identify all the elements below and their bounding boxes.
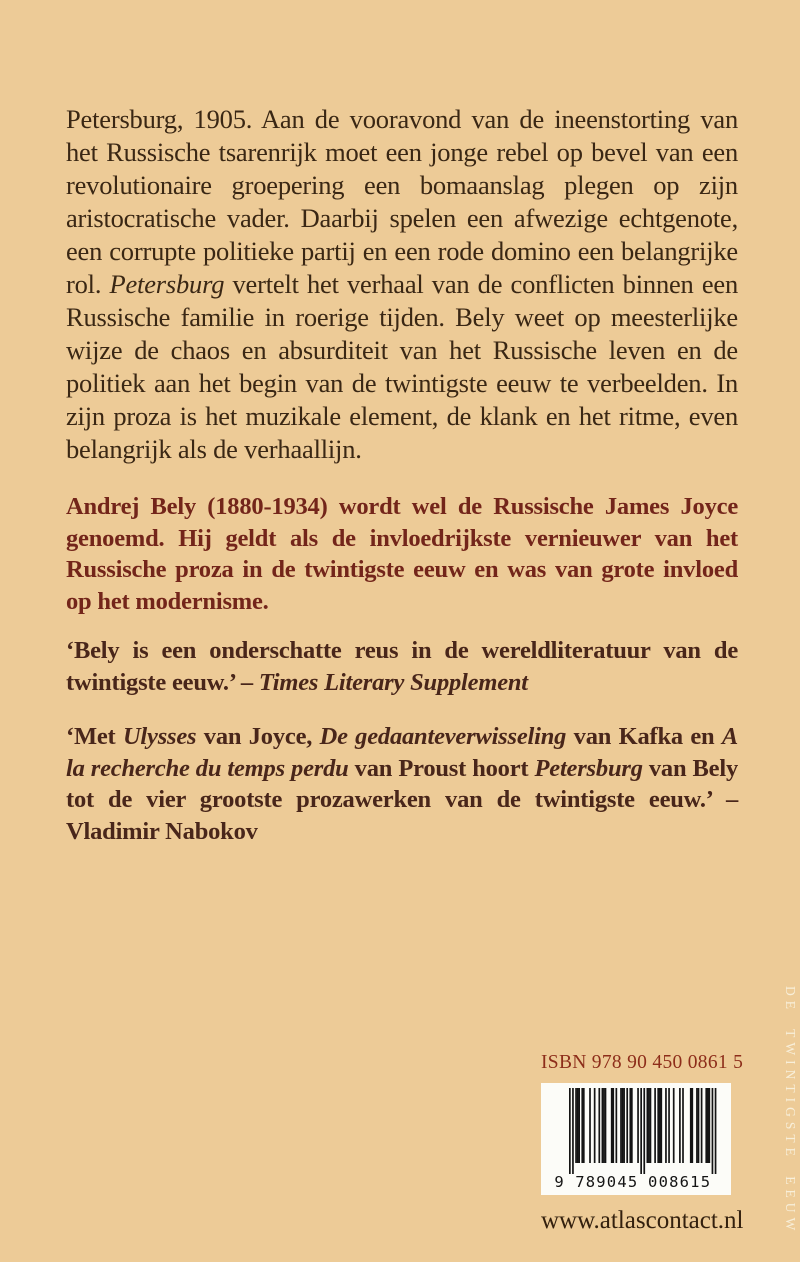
colophon-block xyxy=(541,1050,744,1236)
series-vertical-label: DE TWINTIGSTE EEUW xyxy=(783,986,798,1236)
svg-text:789045: 789045 xyxy=(575,1173,638,1191)
back-cover-text xyxy=(66,103,738,847)
review-quote-vladimir-nabokov: ‘Met Ulysses van Joyce, De gedaanteverwisseling van Kafka en A la recherche du temps perdu van Proust hoort Petersburg van Bely tot de vier grootste prozawerken van de twintigste eeuw.’ – Vladimir Nabokov xyxy=(66,723,739,845)
author-bio-paragraph: Andrej Bely (1880-1934) wordt wel de Russische James Joyce genoemd. Hij geldt als de invloedrijkste vernieuwer van het Russische proza in de twintigste eeuw en was van grote invloed op het modernisme. xyxy=(66,493,738,615)
review-quote-times-literary-supplement: ‘Bely is een onderschatte reus in de wereldliteratuur van de twintigste eeuw.’ – Times Literary Supplement xyxy=(66,637,738,696)
svg-text:9: 9 xyxy=(554,1173,564,1191)
synopsis-paragraph: Petersburg, 1905. Aan de vooravond van de ineenstorting van het Russische tsarenrijk moet een jonge rebel op bevel van een revolutionaire groepering een bomaanslag plegen op zijn aristocratische vader. Daarbij spelen een afwezige echtgenote, een corrupte politieke partij en een rode domino een belangrijke rol. Petersburg vertelt het verhaal van de conflicten binnen een Russische familie in roerige tijden. Bely weet op meesterlijke wijze de chaos en absurditeit van het Russische leven en de politiek aan het begin van de twintigste eeuw te verbeelden. In zijn proza is het muzikale element, de klank en het ritme, even belangrijk als de verhaallijn. xyxy=(66,104,738,464)
barcode-panel xyxy=(541,1083,731,1195)
isbn-text: ISBN 978 90 450 0861 5 xyxy=(541,1052,744,1073)
publisher-website-url: www.atlascontact.nl xyxy=(541,1207,744,1234)
svg-text:008615: 008615 xyxy=(648,1173,711,1191)
ean13-barcode-icon xyxy=(541,1083,731,1195)
